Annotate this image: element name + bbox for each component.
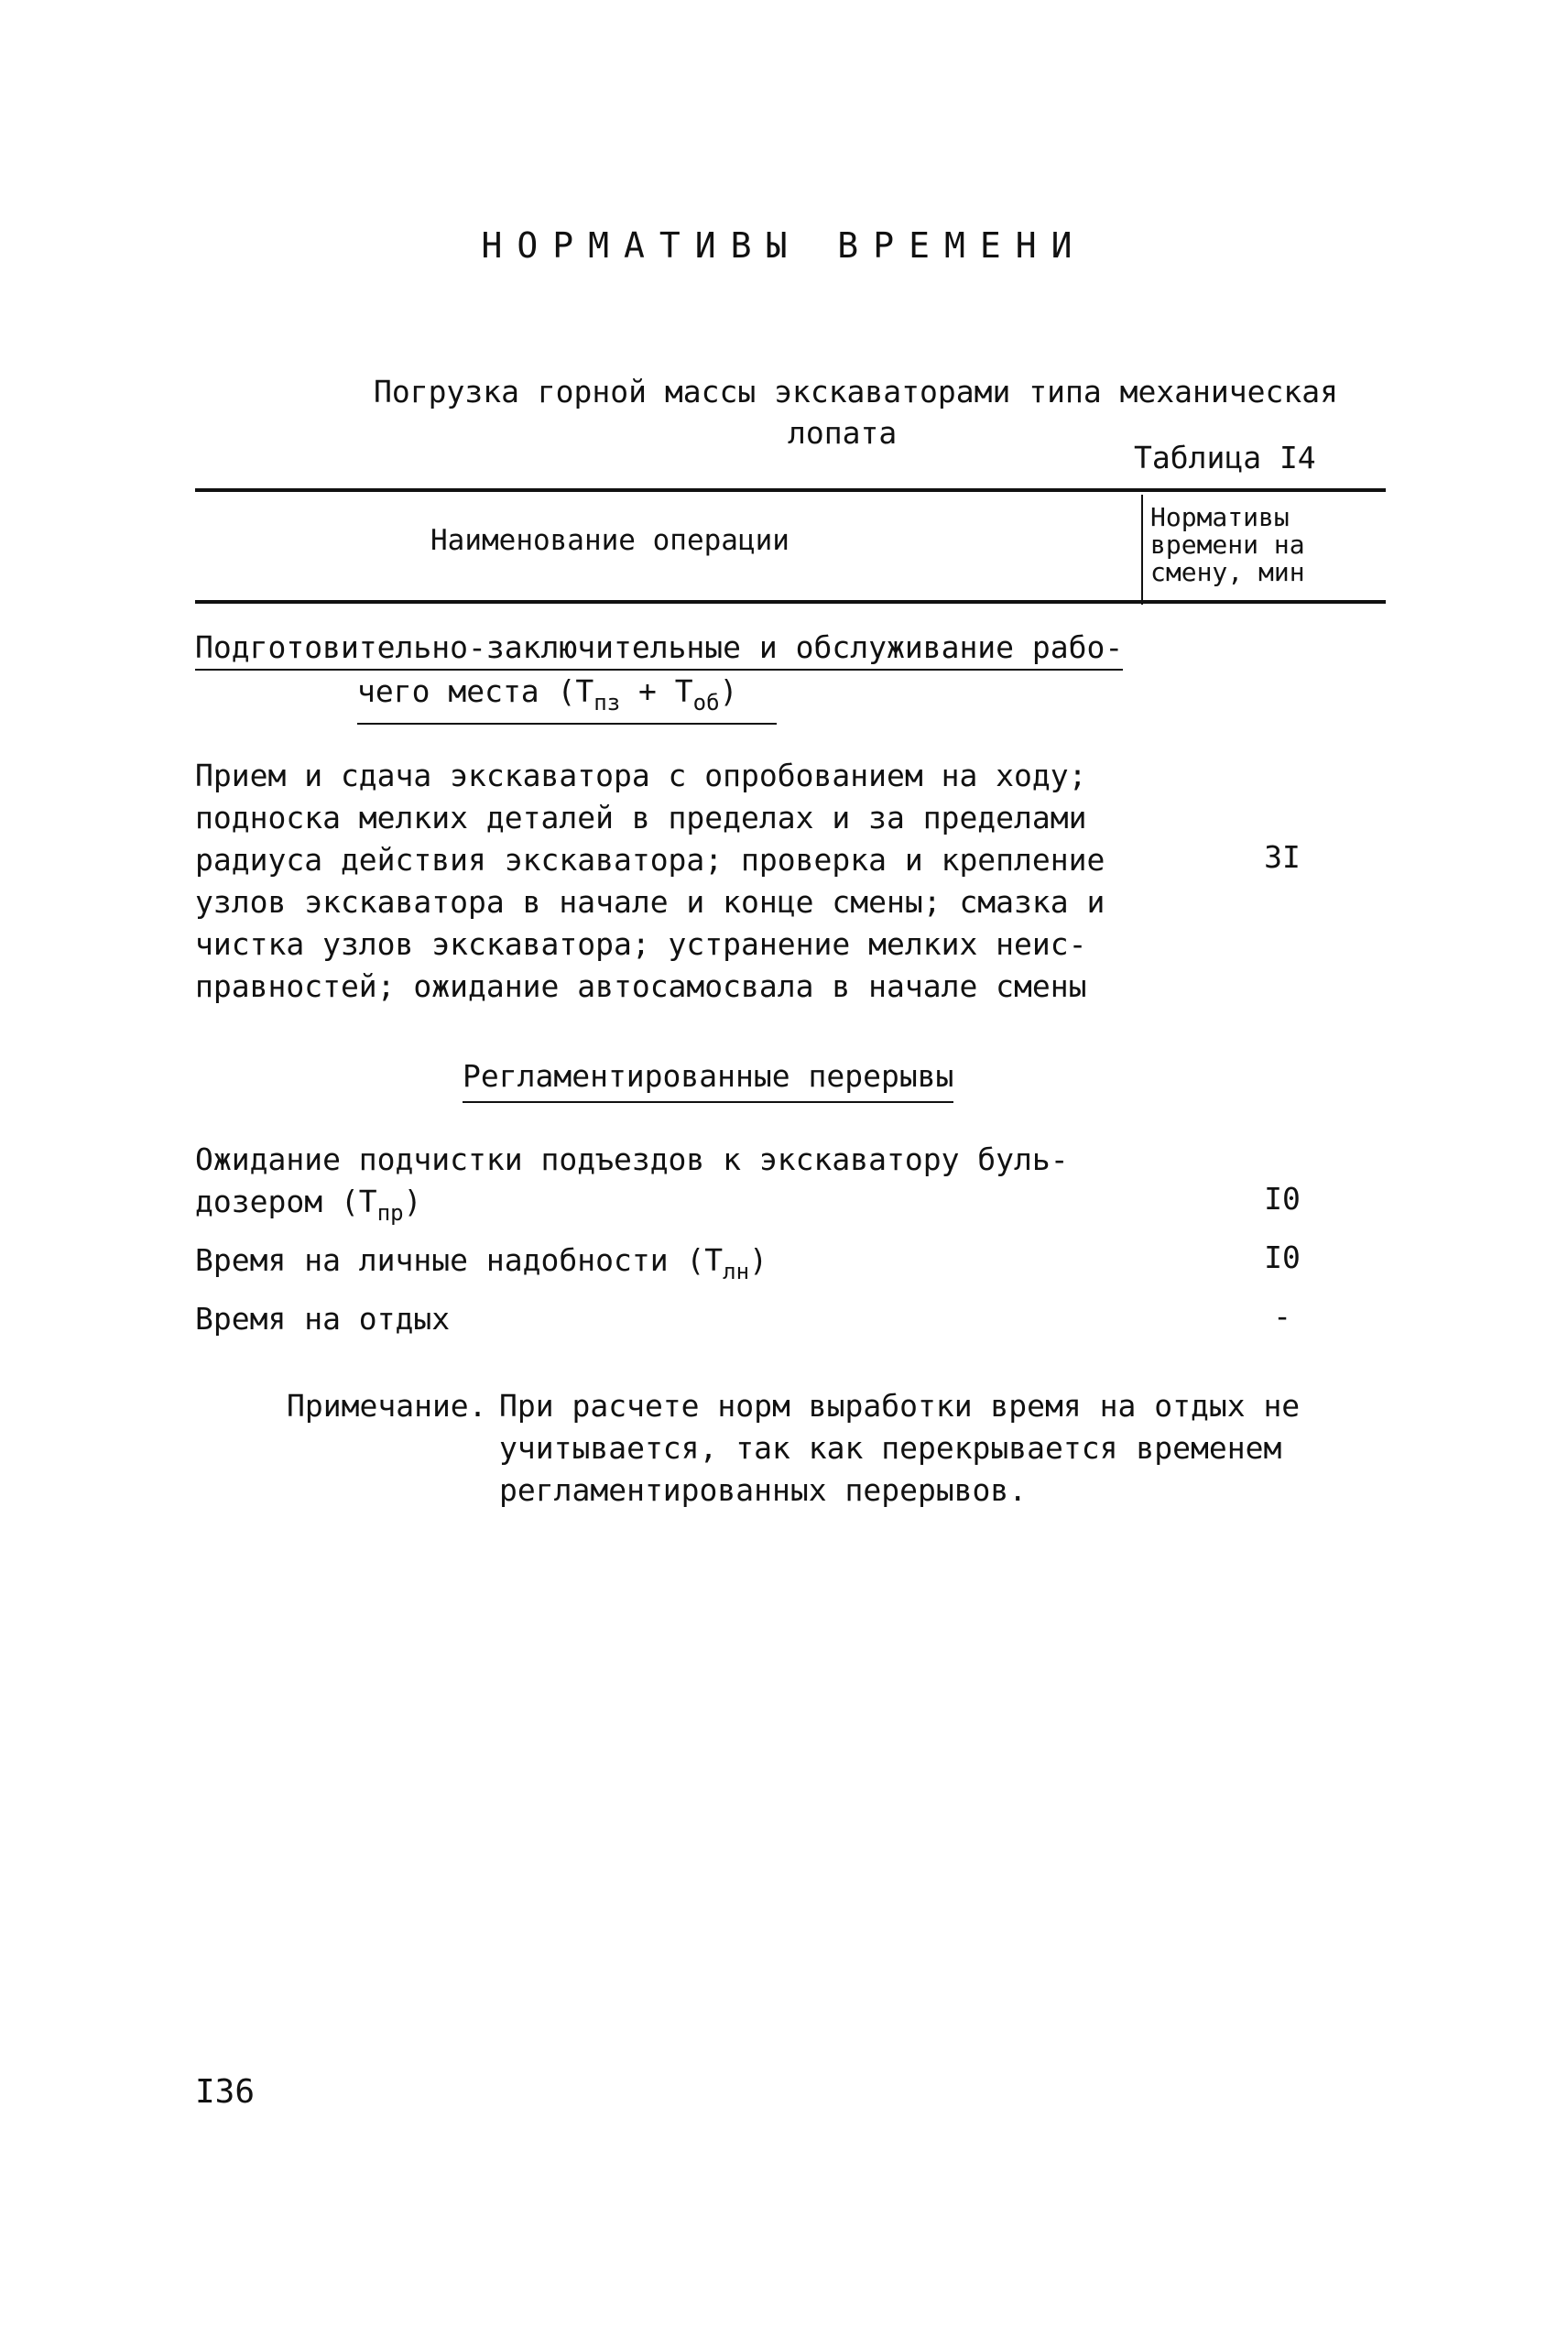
page-title: НОРМАТИВЫ ВРЕМЕНИ <box>481 225 1087 266</box>
note-lead: Примечание. <box>287 1388 487 1424</box>
table-header-rule <box>195 600 1386 604</box>
row2-value: I0 <box>1264 1239 1301 1275</box>
table-top-rule <box>195 488 1386 492</box>
note-line1: При расчете норм выработки время на отдых не <box>499 1388 1301 1424</box>
subscript-pr: пр <box>376 1200 404 1226</box>
row3-value: - <box>1273 1298 1291 1334</box>
header-operation: Наименование операции <box>430 524 789 557</box>
text-line: чистка узлов экскаватора; устранение мелких неис- <box>195 926 1087 962</box>
table-caption-continued: лопата <box>788 415 898 451</box>
table-caption: Погрузка горной массы экскаваторами типа механическая <box>374 374 1338 410</box>
header-norm: Нормативы времени на смену, мин <box>1150 502 1305 587</box>
note-line2: учитывается, так как перекрывается временем <box>499 1430 1282 1466</box>
subscript-ob: об <box>692 690 720 715</box>
section2-title: Регламентированные перерывы <box>463 1055 953 1103</box>
row1-line2: дозером $(Т_{пр})$ <box>195 1184 422 1226</box>
table-number: Таблица I4 <box>1134 440 1316 475</box>
text-line: узлов экскаватора в начале и конце смены; смазка и <box>195 884 1105 920</box>
section1-title-line2: чего места $(Т_{пз} + Т_{об})$ <box>357 671 777 725</box>
text-line: правностей; ожидание автосамосвала в начале смены <box>195 968 1087 1004</box>
section1-title <box>195 627 1123 669</box>
section1-title-line1: Подготовительно-заключительные и обслуживание рабо- <box>195 629 1123 671</box>
row1-value: I0 <box>1264 1181 1301 1217</box>
row2: Время на личные надобности $(Т_{лн})$ <box>195 1242 768 1284</box>
text-line: Прием и сдача экскаватора с опробованием на ходу; <box>195 758 1087 793</box>
header-divider <box>1141 495 1143 605</box>
page-number: I36 <box>195 2073 256 2111</box>
note-line3: регламентированных перерывов. <box>499 1472 1028 1508</box>
subscript-ln: лн <box>723 1259 750 1284</box>
section1-text <box>195 755 1105 1008</box>
row1-line1: Ожидание подчистки подъездов к экскаватору буль- <box>195 1141 1069 1177</box>
row3: Время на отдых <box>195 1301 451 1337</box>
text-line: радиуса действия экскаватора; проверка и крепление <box>195 842 1105 878</box>
section1-value: 3I <box>1264 839 1301 875</box>
text-line: подноска мелких деталей в пределах и за пределами <box>195 800 1087 835</box>
subscript-pz: пз <box>593 690 621 715</box>
